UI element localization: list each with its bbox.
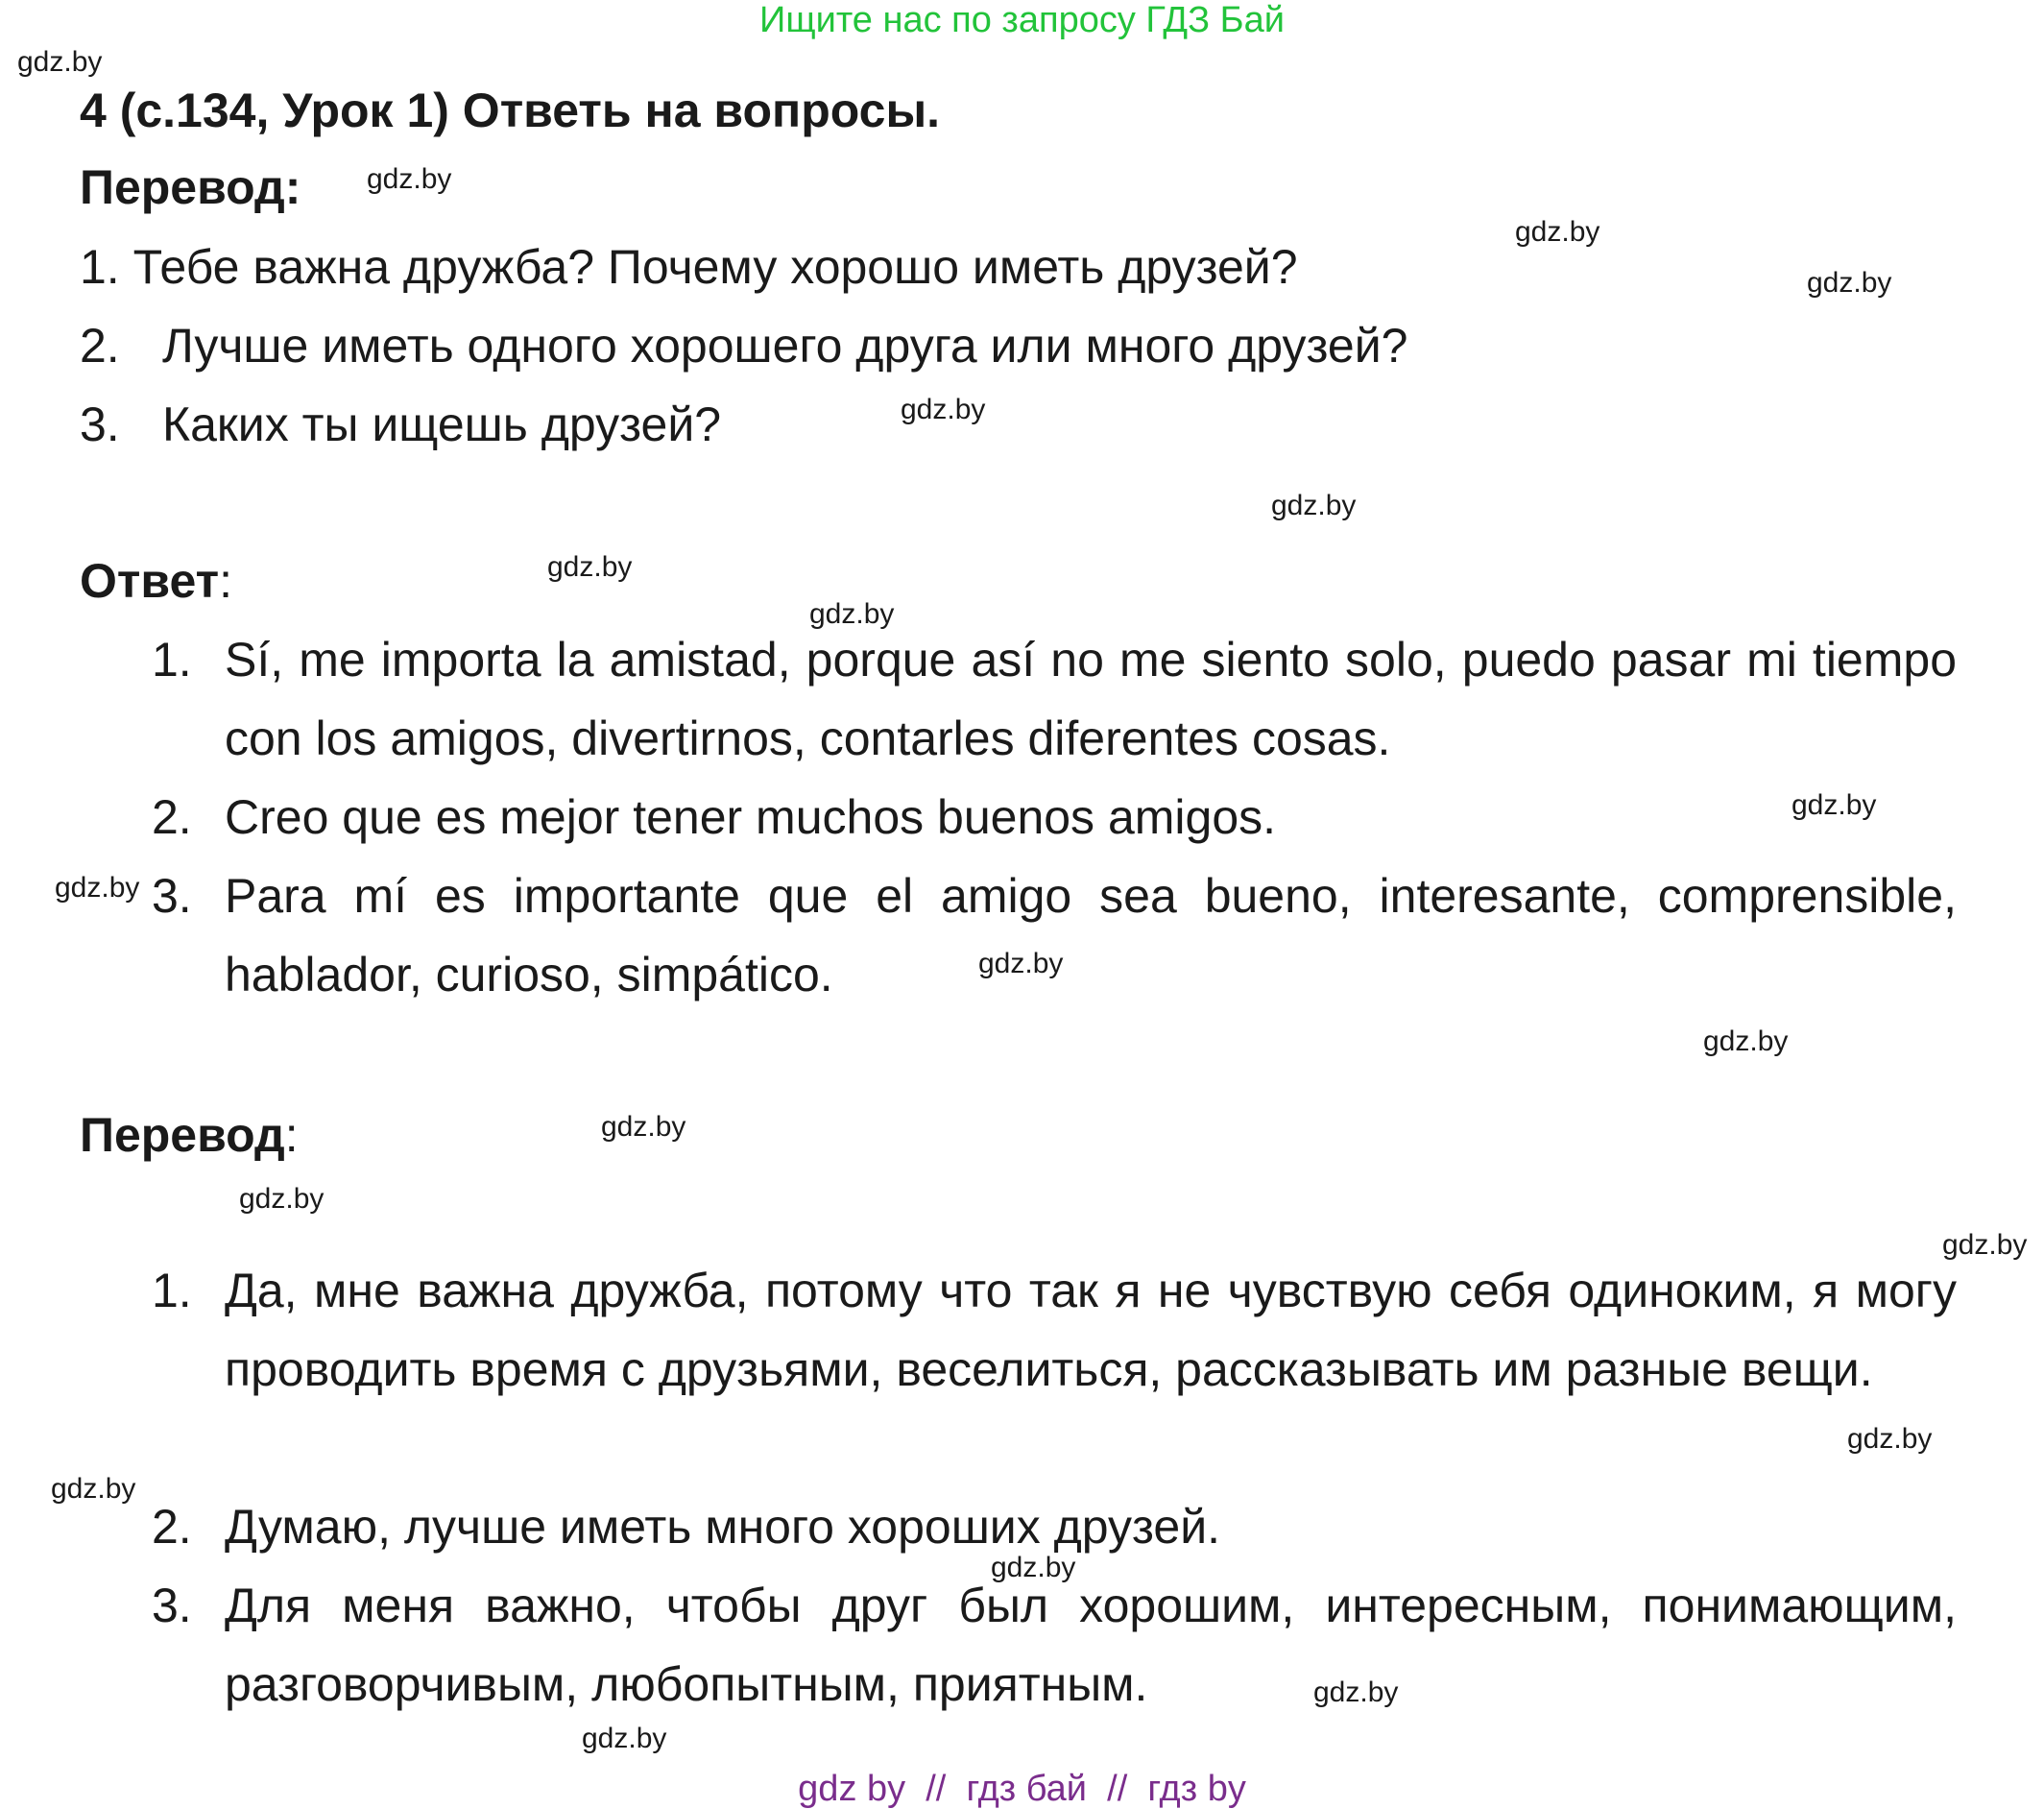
- answer-text: Для меня важно, чтобы друг был хорошим, интересным, понимающим, разговорчивым, любопытным, приятным.: [225, 1579, 1957, 1711]
- watermark: gdz.by: [1807, 267, 1892, 299]
- answer-item: [152, 1566, 1957, 1724]
- answer-item: [152, 620, 1957, 778]
- watermark: gdz.by: [1313, 1676, 1399, 1708]
- answer-text: Думаю, лучше иметь много хороших друзей.: [225, 1500, 1221, 1554]
- watermark: gdz.by: [582, 1723, 667, 1754]
- watermark: gdz.by: [978, 948, 1064, 979]
- question-item: [80, 317, 1407, 374]
- watermark: gdz.by: [55, 872, 140, 904]
- question-item: [80, 238, 1298, 296]
- exercise-title: 4 (с.134, Урок 1) Ответь на вопросы.: [80, 84, 941, 137]
- watermark: gdz.by: [901, 394, 986, 425]
- watermark: gdz.by: [1703, 1025, 1789, 1057]
- section-heading-answer: [80, 552, 232, 610]
- watermark: gdz.by: [601, 1111, 686, 1143]
- answer-number: 2.: [152, 790, 192, 844]
- section-heading-translation-questions: [80, 158, 301, 216]
- section-heading-translation-answers: [80, 1106, 299, 1164]
- question-number: 3.: [80, 398, 120, 451]
- watermark: gdz.by: [239, 1183, 325, 1215]
- answer-text: Да, мне важна дружба, потому что так я не чувствую себя одиноким, я могу проводить время с друзьями, веселиться, рассказывать им разные вещи.: [225, 1264, 1957, 1396]
- watermark: gdz.by: [1792, 789, 1877, 821]
- watermark: gdz.by: [991, 1552, 1076, 1583]
- heading-text: Ответ: [80, 554, 220, 608]
- question-text: Тебе важна дружба? Почему хорошо иметь друзей?: [132, 240, 1298, 294]
- heading-colon: :: [284, 1108, 299, 1162]
- heading-colon: :: [219, 554, 232, 608]
- question-item: [80, 396, 721, 453]
- answer-text: Para mí es importante que el amigo sea bueno, interesante, comprensible, hablador, curioso, simpático.: [225, 869, 1957, 1001]
- answer-number: 1.: [152, 633, 192, 687]
- question-text: Лучше иметь одного хорошего друга или много друзей?: [162, 319, 1408, 373]
- answer-number: 1.: [152, 1264, 192, 1317]
- watermark: gdz.by: [809, 598, 895, 630]
- question-number: 1.: [80, 240, 120, 294]
- answer-number: 3.: [152, 869, 192, 923]
- watermark: gdz.by: [1515, 216, 1600, 248]
- answer-text: Creo que es mejor tener muchos buenos amigos.: [225, 790, 1277, 844]
- answer-number: 3.: [152, 1579, 192, 1632]
- watermark: gdz.by: [367, 163, 452, 195]
- answer-item: [152, 1251, 1957, 1409]
- watermark: gdz.by: [1942, 1229, 2028, 1261]
- watermark: gdz.by: [547, 551, 633, 583]
- watermark: gdz.by: [51, 1473, 136, 1505]
- answer-item: [152, 856, 1957, 1014]
- question-text: Каких ты ищешь друзей?: [162, 398, 722, 451]
- watermark: gdz.by: [1847, 1423, 1933, 1455]
- answer-item: [152, 778, 1957, 856]
- answer-number: 2.: [152, 1500, 192, 1554]
- watermark: gdz.by: [17, 46, 103, 78]
- question-number: 2.: [80, 319, 120, 373]
- watermark: gdz.by: [1271, 490, 1357, 521]
- top-banner: Ищите нас по запросу ГДЗ Бай: [759, 0, 1285, 40]
- heading-text: Перевод: [80, 1108, 285, 1162]
- answer-text: Sí, me importa la amistad, porque así no me siento solo, puedo pasar mi tiempo con los amigos, divertirnos, contarles diferentes cosas.: [225, 633, 1957, 765]
- footer-links: gdz by // гдз бай // гдз by: [798, 1769, 1246, 1809]
- heading-text: Перевод:: [80, 160, 301, 214]
